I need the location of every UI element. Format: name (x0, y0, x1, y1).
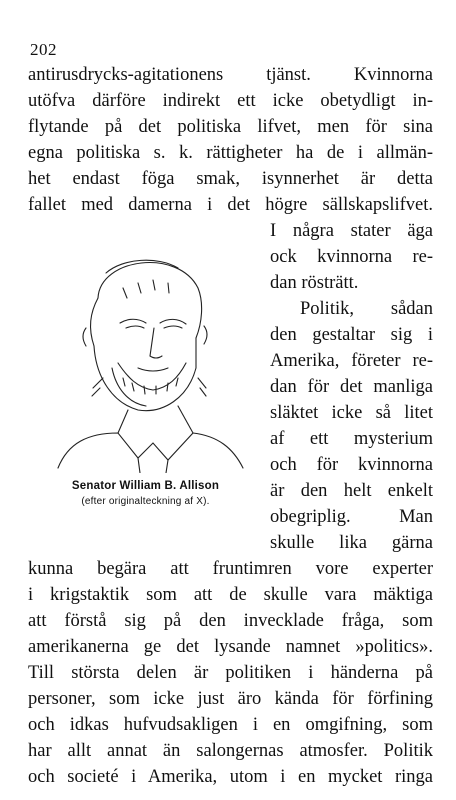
text-line-right-8: släktet icke så litet (270, 403, 433, 423)
text-line-bottom-4: amerikanerna ge det lysande namnet »politics». (28, 637, 433, 657)
text-line-right-11: är den helt enkelt (270, 481, 433, 501)
text-line-bottom-6: personer, som icke just äro kända för förfining (28, 689, 433, 709)
text-line-bottom-1: kunna begära att fruntimren vore experter (28, 559, 433, 579)
text-line-bottom-3: att förstå sig på den invecklade fråga, som (28, 611, 433, 631)
text-line-top-3: flytande på det politiska lifvet, men för sina (28, 117, 433, 137)
portrait-illustration (28, 228, 258, 473)
text-line-top-5: het endast föga smak, isynnerhet är detta (28, 169, 433, 189)
text-line-right-9: af ett mysterium (270, 429, 433, 449)
text-line-bottom-7: och idkas hufvudsakligen i en omgifning, som (28, 715, 433, 735)
text-line-right-3: dan rösträtt. (270, 273, 359, 293)
text-line-right-1: I några stater äga (270, 221, 433, 241)
text-line-right-12: obegriplig. Man (270, 507, 433, 527)
text-line-top-4: egna politiska s. k. rättigheter ha de i allmän- (28, 143, 433, 163)
text-line-top-2: utöfva därföre indirekt ett icke obetydligt in- (28, 91, 433, 111)
text-line-bottom-8: har allt annat än salongernas atmosfer. Politik (28, 741, 433, 761)
text-line-right-7: dan för det manliga (270, 377, 433, 397)
text-line-right-13: skulle lika gärna (270, 533, 433, 553)
text-line-top-6: fallet med damerna i det högre sällskapslifvet. (28, 195, 433, 215)
page-number: 202 (30, 40, 57, 59)
text-line-bottom-2: i krigstaktik som att de skulle vara mäktiga (28, 585, 433, 605)
text-line-bottom-9: och societé i Amerika, utom i en mycket ringa (28, 767, 433, 787)
figure-credit: (efter originalteckning af X). (81, 496, 210, 507)
text-line-top-1: antirusdrycks-agitationens tjänst. Kvinnorna (28, 65, 433, 85)
figure-portrait (28, 228, 258, 473)
text-line-right-10: och för kvinnorna (270, 455, 433, 475)
text-line-right-5: den gestaltar sig i (270, 325, 433, 345)
text-line-right-4: Politik, sådan (300, 299, 433, 319)
figure-caption: Senator William B. Allison (71, 480, 220, 492)
text-line-right-2: ock kvinnorna re- (270, 247, 433, 267)
text-line-right-6: Amerika, företer re- (270, 351, 433, 371)
text-line-bottom-5: Till största delen är politiken i händerna på (28, 663, 433, 683)
